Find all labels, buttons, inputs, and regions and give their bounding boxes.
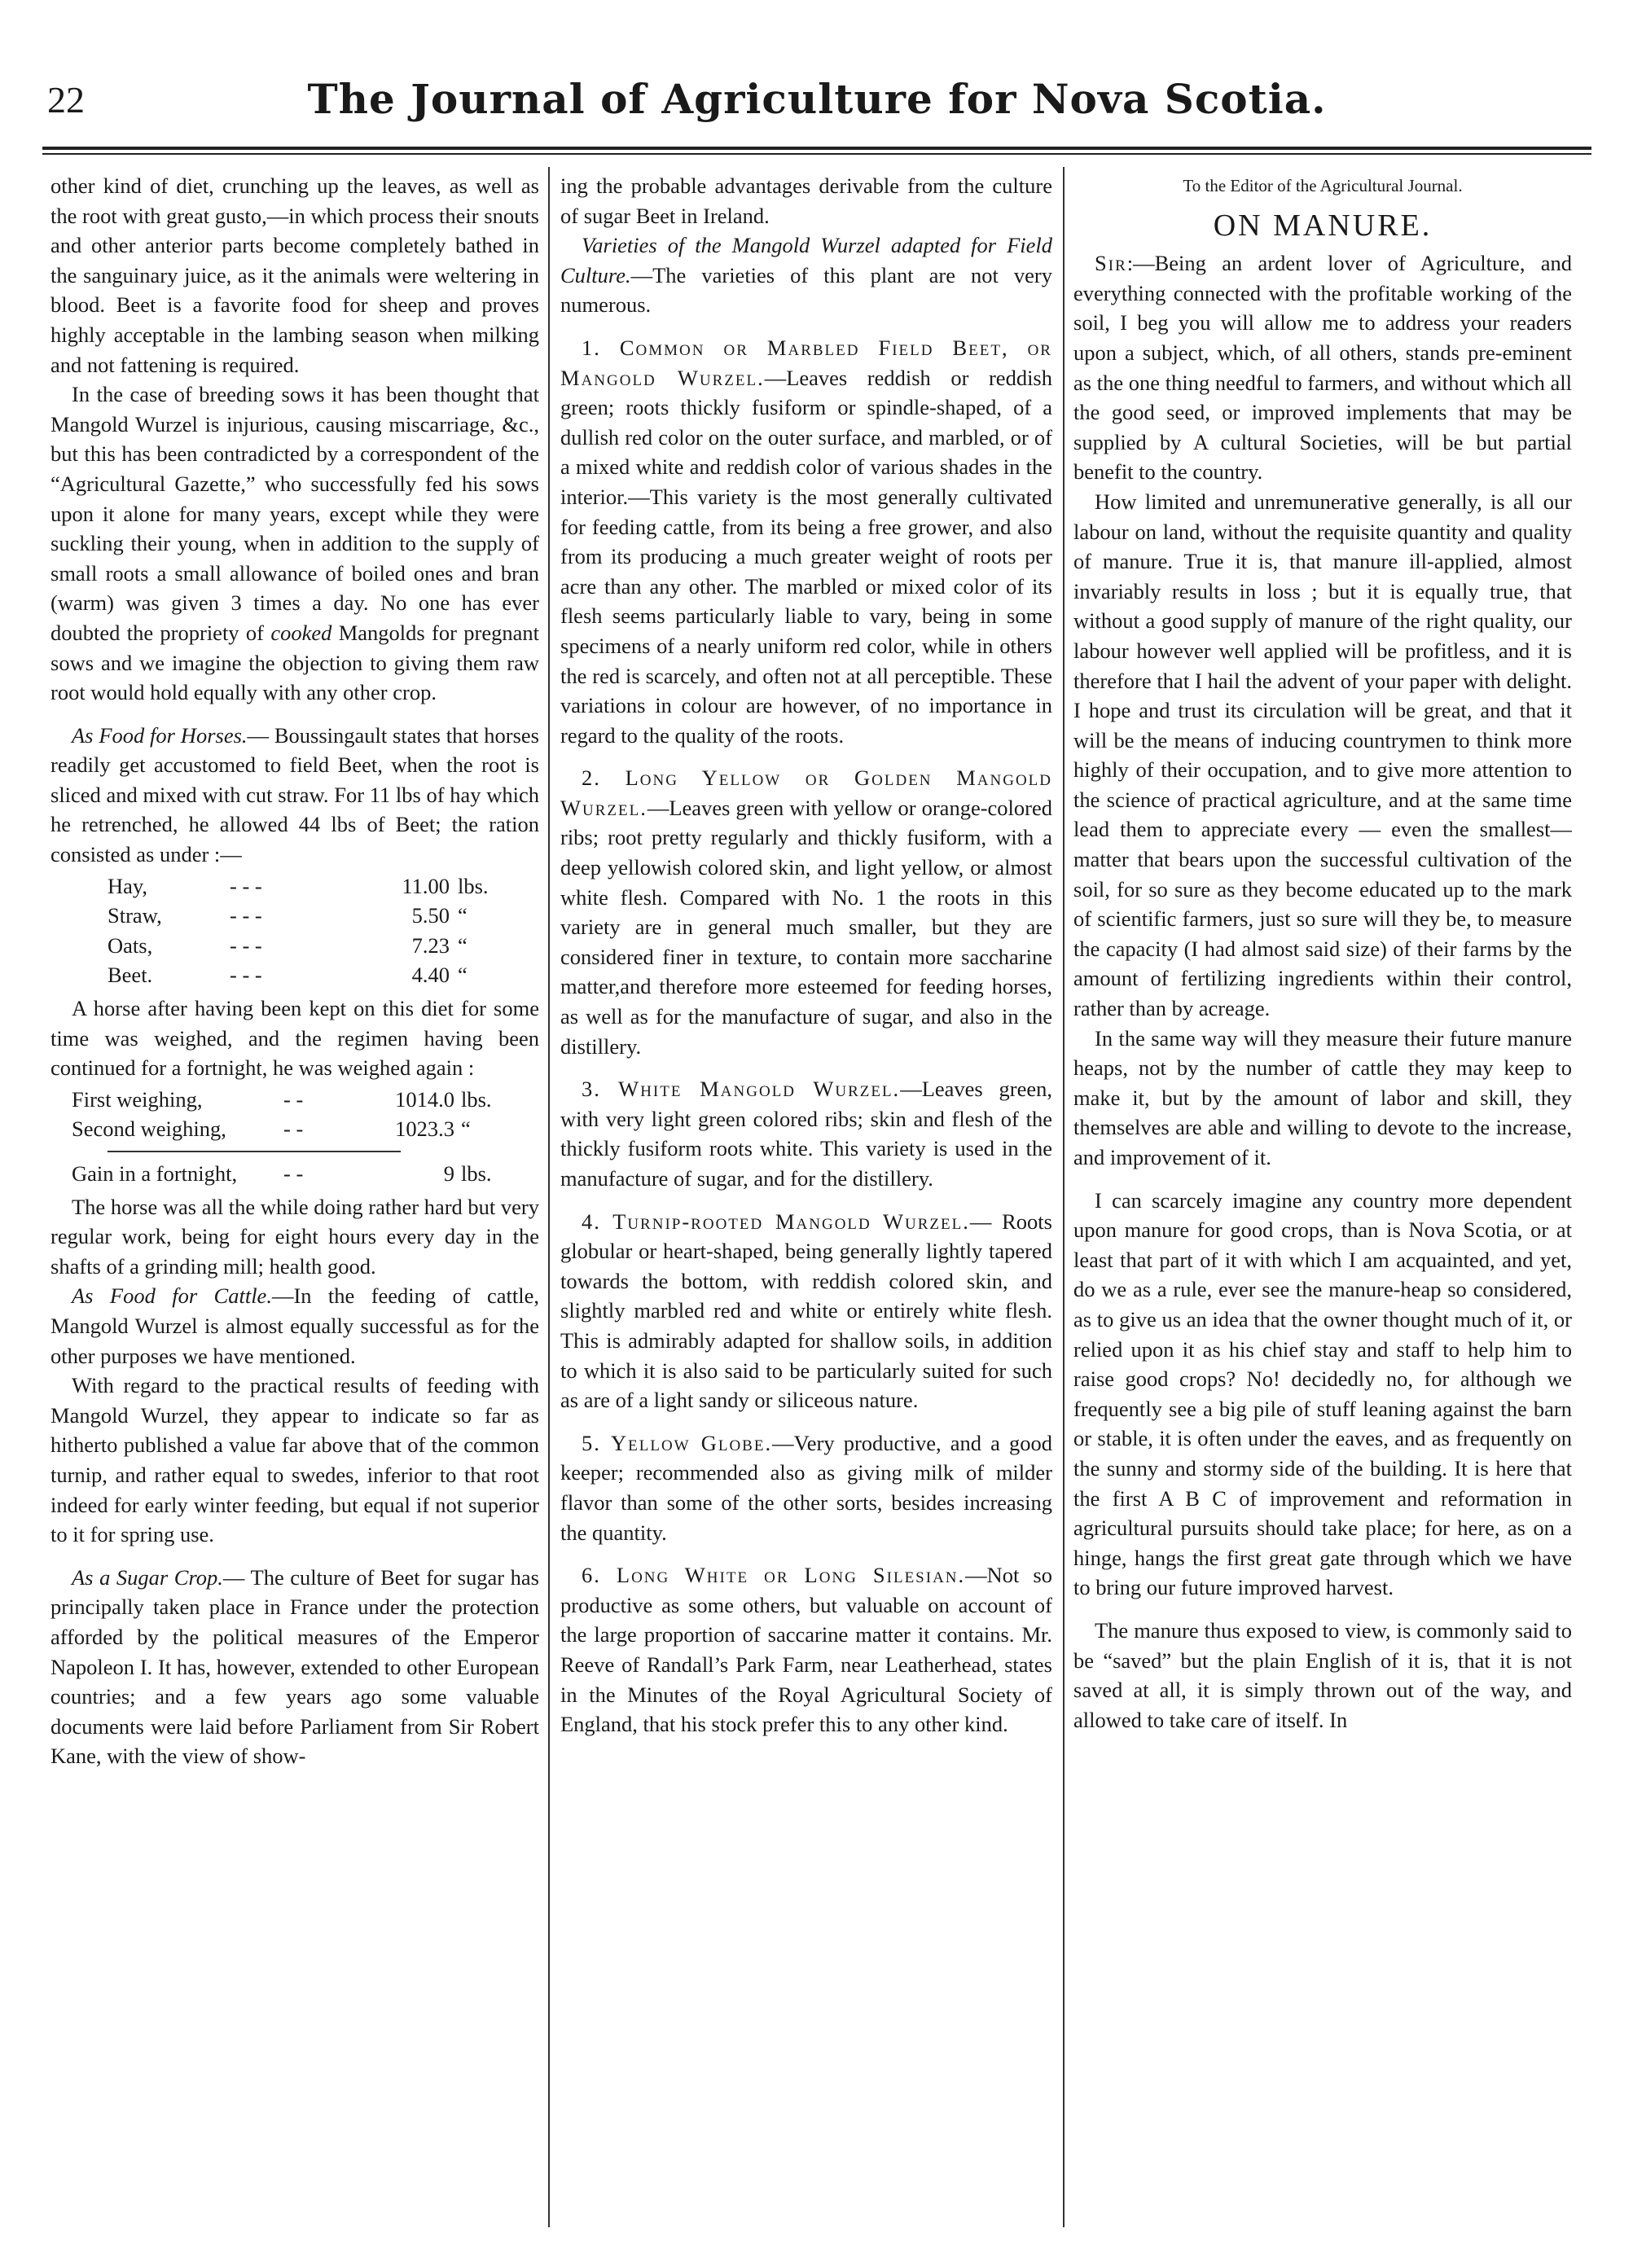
variety-heading: 1. Common or Marbled Field Beet, or Mangold Wurzel. [560,335,1052,390]
column-2 [560,171,1052,2231]
section-heading: As Food for Horses. [72,722,248,748]
variety-6: 6. Long White or Long Silesian.—Not so productive as some others, but valuable on account of the large proportion of saccarine matter it contains. Mr. Reeve of Randall’s Park Farm, near Leatherhead, states in the Minutes of the Royal Agricultural Society of England, that his stock prefer this to any other kind. [560,1563,1052,1737]
column-3 [1073,171,1572,2231]
table-row: First weighing, - - 1014.0 lbs. [72,1086,492,1112]
paragraph: The manure thus exposed to view, is commonly said to be “saved” but the plain English of it is, that it is not saved at all, it is simply thrown out of the way, and allowed to take care of itself. In [1073,1617,1572,1732]
header-rule-thick [42,147,1591,150]
column-divider [1063,167,1065,2227]
column-1 [50,171,539,2231]
article-title: ON MANURE. [1213,208,1433,243]
sum-rule [108,1151,401,1152]
paragraph: ing the probable advantages derivable from the culture of sugar Beet in Ireland. [560,173,1052,228]
section-heading: As Food for Cattle. [72,1283,272,1309]
table-row: Second weighing, - - 1023.3 “ [72,1116,471,1142]
paragraph: The horse was all the while doing rather hard but very regular work, being for eight hours every day in the shafts of a grinding mill; health good. [50,1194,539,1279]
ration-table [50,871,539,990]
journal-title: The Journal of Agriculture for Nova Scotia. [307,75,1327,123]
table-row: Straw, - - - 5.50 “ [108,903,468,928]
paragraph: other kind of diet, crunching up the leaves, as well as the root with great gusto,—in which process their snouts and other anterior parts become completely bathed in the sanguinary juice, as it the animals were weltering in blood. Beet is a favorite food for sheep and proves highly acceptable in the lambing season when milking and not fattening is required. [50,173,539,377]
paragraph: I can scarcely imagine any country more dependent upon manure for good crops, than is Nova Scotia, or at least that part of it with which I am acquainted, and yet, do we as a rule, ever see the manure-heap so considered, as to give us an idea that the owner thought much of it, or relied upon it as his chief stay and staff to help him to raise good crops? No! decidedly no, for although we frequently see a big pile of stuff leaning against the barn or stable, it is often under the eaves, and as frequently on the sunny and stormy side of the building. It is here that the first A B C of improvement and reformation in agricultural pursuits should take place; for here, as on a hinge, hangs the first great gate through which we have to bring our future improved harvest. [1073,1187,1572,1600]
section-horses: As Food for Horses.— Boussingault states that horses readily get accustomed to field Beet, when the root is sliced and mixed with cut straw. For 11 lbs of hay which he retrenched, he allowed 44 lbs of Beet; the ration consisted as under :— [50,722,539,867]
weighing-table [50,1085,539,1189]
table-row-total: Gain in a fortnight, - - 9 lbs. [72,1161,492,1186]
variety-2: 2. Long Yellow or Golden Mangold Wurzel.—Leaves green with yellow or orange-colored ribs; root pretty regularly and thickly fusiform, with a deep yellowish colored skin, and light yellow, or almost white flesh. Compared with No. 1 the roots in this variety are in general much smaller, but they are considered finer in texture, to contain more saccharine matter,and therefore more esteemed for feeding horses, as well as for the manufacture of sugar, and also in the distillery. [560,766,1052,1059]
paragraph: How limited and unremunerative generally, is all our labour on land, without the requisite quantity and quality of manure. True it is, that manure ill-applied, almost invariably results in loss ; but it is equally true, that without a good supply of manure of the right quality, our labour however well applied will be profitless, and it is therefore that I hail the advent of your paper with delight. I hope and trust its circulation will be great, and that it will be the means of inducing countrymen to think more highly of their occupation, and to give more attention to the science of practical agriculture, and at the same time lead them to appreciate every — even the smallest—matter that bears upon the successful cultivation of the soil, for so sure as they become educated up to the mark of scientific farmers, just so sure will they be, to measure the capacity (I had almost said size) of their farms by the amount of fertilizing ingredients within their control, rather than by acreage. [1073,489,1572,1021]
column-divider [548,167,550,2227]
paragraph: A horse after having been kept on this diet for some time was weighed, and the regimen having been continued for a fortnight, he was weighed again : [50,996,539,1081]
variety-heading: 3. White Mangold Wurzel. [582,1077,901,1102]
letter-address: To the Editor of the Agricultural Journal. [1183,176,1463,195]
paragraph: In the same way will they measure their future manure heaps, not by the number of cattle they may keep to make it, but by the amount of labor and skill, they themselves are able and willing to devote to the increase, and improvement of it. [1073,1025,1572,1169]
section-heading: As a Sugar Crop. [72,1564,223,1590]
page-number: 22 [47,79,85,121]
variety-heading: 4. Turnip-rooted Mangold Wurzel. [582,1209,970,1234]
variety-heading: 6. Long White or Long Silesian. [582,1563,966,1588]
table-row: Beet. - - - 4.40 “ [108,963,468,988]
section-varieties: Varieties of the Mangold Wurzel adapted for Field Culture.—The varieties of this plant are not very numerous. [560,233,1052,318]
section-heading: Varieties of the Mangold Wurzel adapted for Field Culture. [560,233,1052,287]
salutation: Sir [1095,251,1127,276]
variety-heading: 5. Yellow Globe. [582,1430,773,1455]
paragraph: With regard to the practical results of feeding with Mangold Wurzel, they appear to indicate so far as hitherto published a value far above that of the common turnip, and rather equal to swedes, inferior to that root indeed for early winter feeding, but equal if not superior to it for spring use. [50,1373,539,1547]
section-cattle: As Food for Cattle.—In the feeding of cattle, Mangold Wurzel is almost equally successful as for the other purposes we have mentioned. [50,1283,539,1368]
variety-heading: 2. Long Yellow or Golden Mangold Wurzel. [560,766,1052,820]
page-header [42,75,1591,140]
paragraph: In the case of breeding sows it has been thought that Mangold Wurzel is injurious, causing miscarriage, &c., but this has been contradicted by a correspondent of the “Agricultural Gazette,” who successfully fed his sows upon it alone for many years, except while they were suckling their young, when in addition to the supply of small roots a small allowance of boiled ones and bran (warm) was given 3 times a day. No one has ever doubted the propriety of cooked Mangolds for pregnant sows and we imagine the objection to giving them raw root would hold equally with any other crop. [50,382,539,705]
table-row: Hay, - - - 11.00 lbs. [108,873,489,898]
paragraph: Sir:—Being an ardent lover of Agriculture, and everything connected with the profitable working of the soil, I beg you will allow me to address your readers upon a subject, which, of all others, stands pre-eminent as the one thing needful to farmers, and without which all the good seed, or improved implements that may be supplied by A cultural Societies, will be but partial benefit to the country. [1073,251,1572,485]
variety-5: 5. Yellow Globe.—Very productive, and a good keeper; recommended also as giving milk of milder flavor than some of the other sorts, besides increasing the quantity. [560,1430,1052,1545]
header-rule-thin [42,153,1591,155]
variety-3: 3. White Mangold Wurzel.—Leaves green, with very light green colored ribs; skin and flesh of the thickly fusiform roots white. This variety is used in the manufacture of sugar, and for the distillery. [560,1077,1052,1191]
variety-1: 1. Common or Marbled Field Beet, or Mangold Wurzel.—Leaves reddish or reddish green; roots thickly fusiform or spindle-shaped, of a dullish red color on the outer surface, and marbled, or of a mixed white and reddish color of various shades in the interior.—This variety is the most generally cultivated for feeding cattle, from its being a free grower, and also from its producing a much greater weight of roots per acre than any other. The marbled or mixed color of its flesh seems particularly liable to vary, being in some specimens of a nearly uniform red color, while in others the red is scarcely, and often not at all perceptible. These variations in colour are however, of no importance in regard to the quality of the roots. [560,335,1052,748]
table-row: Oats, - - - 7.23 “ [108,932,468,958]
variety-4: 4. Turnip-rooted Mangold Wurzel.— Roots globular or heart-shaped, being generally lightly tapered towards the bottom, with reddish colored skin, and slightly marbled red and white or entirely white flesh. This is admirably adapted for shallow soils, in addition to which it is also said to be particularly suited for such as are of a light sandy or siliceous nature. [560,1209,1052,1413]
section-sugar: As a Sugar Crop.— The culture of Beet for sugar has principally taken place in France under the protection afforded by the political measures of the Emperor Napoleon I. It has, however, extended to other European countries; and a few years ago some valuable documents were laid before Parliament from Sir Robert Kane, with the view of show- [50,1564,539,1769]
